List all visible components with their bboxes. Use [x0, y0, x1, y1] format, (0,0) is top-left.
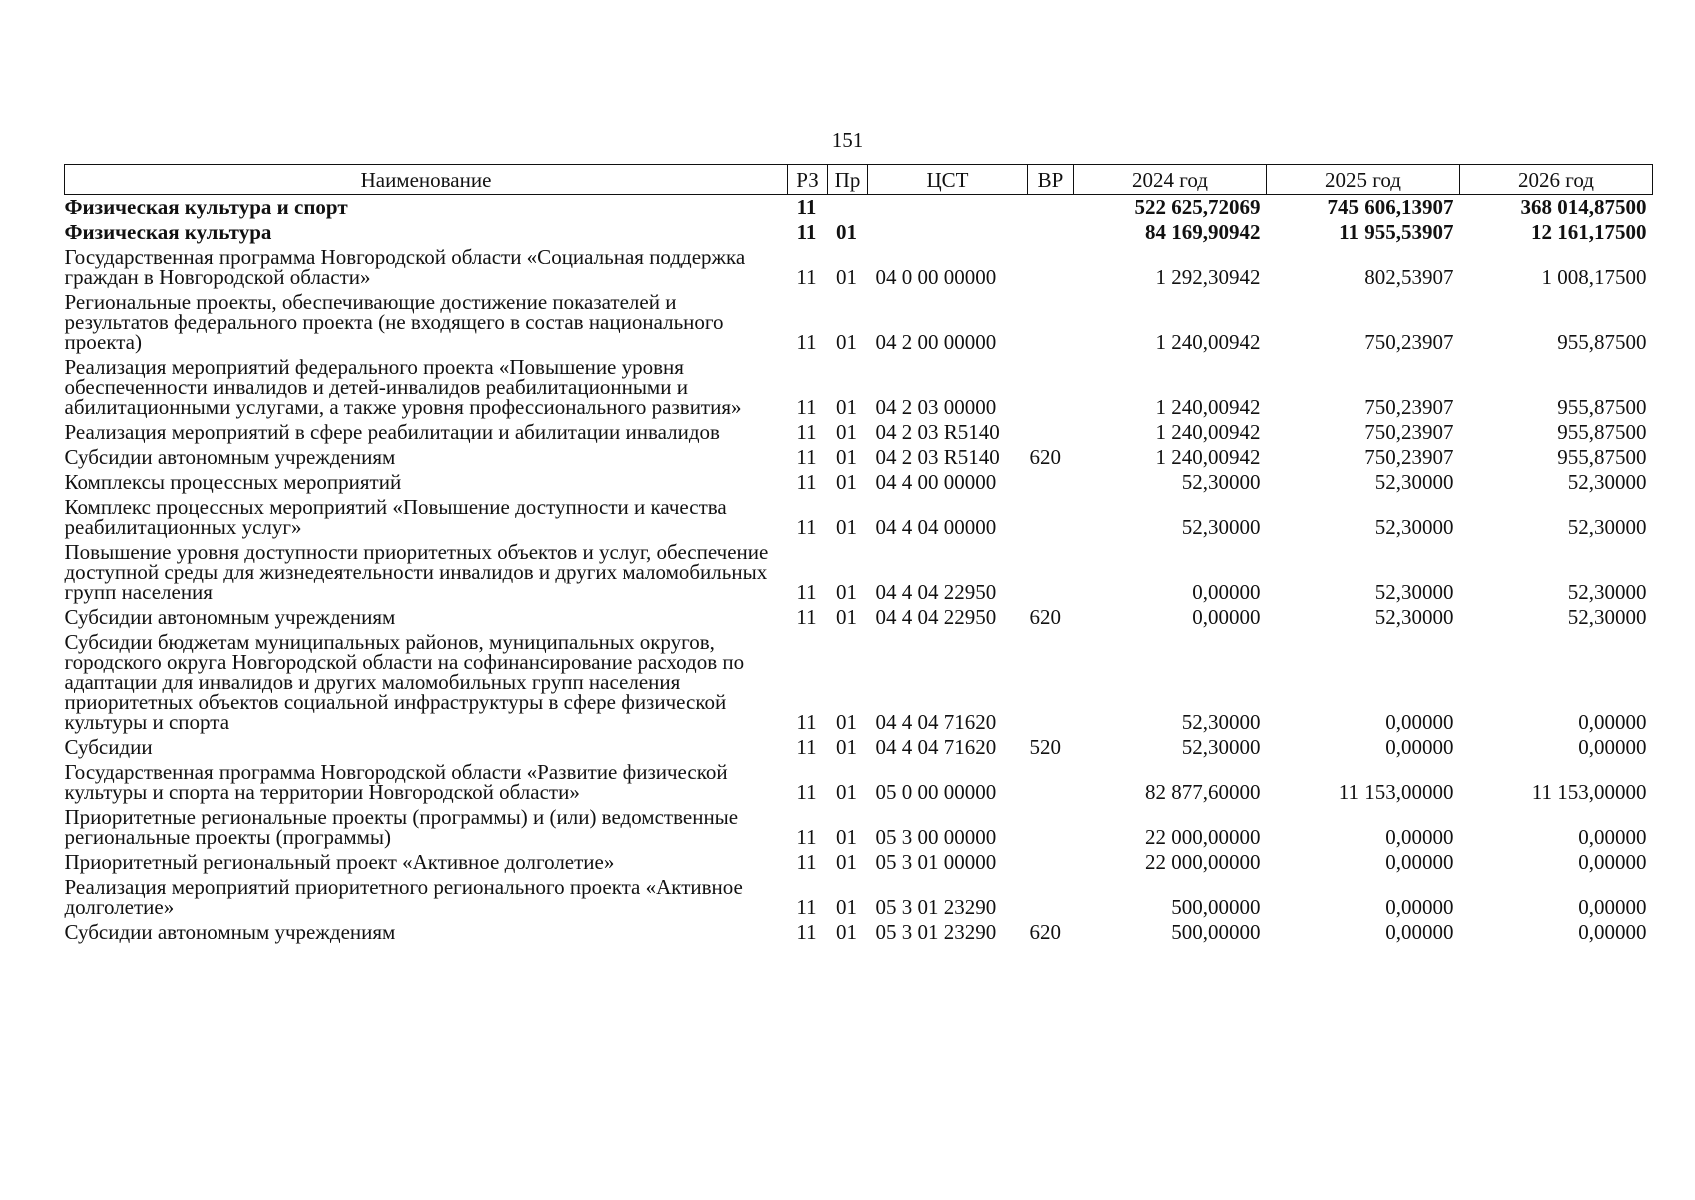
row-2024: 0,00000: [1192, 580, 1261, 604]
row-name: Субсидии бюджетам муниципальных районов, муниципальных округов, городского округа Новгородской области на софинансирование расходов по адаптации для инвалидов и других маломобильных групп населения приоритетных объектов социальной инфраструктуры в сфере физической культуры и спорта: [64, 630, 745, 734]
row-name: Физическая культура: [64, 220, 272, 244]
row-2024: 82 877,60000: [1145, 780, 1261, 804]
row-vr: [1028, 495, 1074, 540]
row-pr: 01: [836, 330, 857, 354]
row-2026: 12 161,17500: [1531, 220, 1647, 244]
table-row: [65, 355, 1653, 420]
row-name: Повышение уровня доступности приоритетных объектов и услуг, обеспечение доступной среды для жизнедеятельности инвалидов и других маломобильных групп населения: [64, 540, 769, 604]
row-vr: 620: [1029, 605, 1061, 629]
row-2024: 52,30000: [1181, 515, 1261, 539]
row-2024: 0,00000: [1192, 605, 1261, 629]
row-pr: 01: [836, 825, 857, 849]
row-name: Субсидии автономным учреждениям: [64, 445, 396, 469]
row-cst: [868, 220, 1028, 245]
row-vr: [1028, 540, 1074, 605]
row-2026: 368 014,87500: [1520, 195, 1647, 219]
row-2025: 52,30000: [1374, 605, 1454, 629]
row-2025: 0,00000: [1385, 850, 1454, 874]
table-row: [65, 605, 1653, 630]
row-pr: 01: [836, 710, 857, 734]
row-pr: 01: [836, 735, 857, 759]
row-2026: 0,00000: [1578, 710, 1647, 734]
row-vr: [1028, 850, 1074, 875]
row-name: Реализация мероприятий федерального проекта «Повышение уровня обеспеченности инвалидов и детей-инвалидов реабилитационными и абилитационными услугами, а также уровня профессионального развития»: [64, 355, 742, 419]
row-vr: 620: [1029, 445, 1061, 469]
row-name: Государственная программа Новгородской области «Социальная поддержка граждан в Новгородской области»: [64, 245, 746, 289]
row-rz: 11: [796, 220, 817, 244]
row-rz: 11: [796, 265, 817, 289]
row-2024: 84 169,90942: [1145, 220, 1261, 244]
row-2024: 1 292,30942: [1155, 265, 1261, 289]
row-cst: 04 4 04 00000: [875, 515, 997, 539]
table-row: [65, 805, 1653, 850]
row-vr: [1028, 630, 1074, 735]
table-row: [65, 195, 1653, 221]
table-row: [65, 470, 1653, 495]
row-name: Субсидии: [64, 735, 153, 759]
row-vr: [1028, 355, 1074, 420]
row-name: Комплексы процессных мероприятий: [64, 470, 402, 494]
row-rz: 11: [796, 735, 817, 759]
row-pr: 01: [836, 895, 857, 919]
row-vr: 620: [1029, 920, 1061, 944]
row-2026: 52,30000: [1567, 605, 1647, 629]
row-rz: 11: [796, 710, 817, 734]
header-2026: 2026 год: [1460, 165, 1653, 195]
row-2026: 52,30000: [1567, 580, 1647, 604]
header-vr: ВР: [1028, 165, 1074, 195]
row-2024: 1 240,00942: [1155, 445, 1261, 469]
table-header-row: [65, 165, 1653, 195]
row-pr: 01: [836, 850, 857, 874]
row-cst: 04 4 04 71620: [875, 735, 997, 759]
row-cst: [868, 195, 1028, 221]
row-cst: 04 2 03 00000: [875, 395, 997, 419]
row-2025: 802,53907: [1364, 265, 1454, 289]
row-pr: [828, 195, 868, 221]
table-row: [65, 245, 1653, 290]
header-name: Наименование: [65, 165, 788, 195]
row-2026: 0,00000: [1578, 825, 1647, 849]
row-pr: 01: [836, 580, 857, 604]
header-2025: 2025 год: [1267, 165, 1460, 195]
row-cst: 04 2 03 R5140: [875, 445, 1000, 469]
table-row: [65, 540, 1653, 605]
row-rz: 11: [796, 895, 817, 919]
row-2024: 52,30000: [1181, 735, 1261, 759]
row-rz: 11: [796, 395, 817, 419]
page-number: 151: [831, 128, 864, 152]
row-2026: 0,00000: [1578, 895, 1647, 919]
row-cst: 05 3 01 23290: [875, 895, 997, 919]
row-cst: 04 4 04 71620: [875, 710, 997, 734]
row-2025: 0,00000: [1385, 735, 1454, 759]
row-2025: 52,30000: [1374, 515, 1454, 539]
table-row: [65, 630, 1653, 735]
table-row: [65, 290, 1653, 355]
row-name: Субсидии автономным учреждениям: [64, 920, 396, 944]
row-2024: 1 240,00942: [1155, 330, 1261, 354]
row-vr: [1028, 420, 1074, 445]
row-cst: 05 3 00 00000: [875, 825, 997, 849]
table-row: [65, 920, 1653, 945]
row-2025: 750,23907: [1364, 395, 1454, 419]
row-2026: 955,87500: [1557, 330, 1647, 354]
row-rz: 11: [796, 445, 817, 469]
row-2024: 52,30000: [1181, 470, 1261, 494]
row-vr: [1028, 245, 1074, 290]
row-pr: 01: [836, 420, 857, 444]
row-cst: 04 2 03 R5140: [875, 420, 1000, 444]
row-cst: 04 4 00 00000: [875, 470, 997, 494]
row-vr: [1028, 290, 1074, 355]
row-2026: 0,00000: [1578, 920, 1647, 944]
row-cst: 04 4 04 22950: [875, 605, 997, 629]
row-rz: 11: [796, 920, 817, 944]
row-2026: 0,00000: [1578, 735, 1647, 759]
row-vr: 520: [1029, 735, 1061, 759]
row-cst: 05 3 01 00000: [875, 850, 997, 874]
header-rz: РЗ: [788, 165, 828, 195]
row-2026: 955,87500: [1557, 395, 1647, 419]
row-vr: [1028, 875, 1074, 920]
row-cst: 05 0 00 00000: [875, 780, 997, 804]
table-body: [65, 195, 1653, 946]
row-pr: 01: [836, 605, 857, 629]
row-pr: 01: [836, 920, 857, 944]
table-row: [65, 220, 1653, 245]
row-name: Приоритетный региональный проект «Активное долголетие»: [64, 850, 615, 874]
row-2025: 750,23907: [1364, 445, 1454, 469]
table-row: [65, 445, 1653, 470]
row-pr: 01: [836, 220, 857, 244]
row-2025: 52,30000: [1374, 470, 1454, 494]
table-row: [65, 420, 1653, 445]
row-2026: 11 153,00000: [1531, 780, 1647, 804]
row-2024: 500,00000: [1171, 920, 1261, 944]
row-2025: 0,00000: [1385, 920, 1454, 944]
row-2024: 1 240,00942: [1155, 420, 1261, 444]
row-cst: 04 0 00 00000: [875, 265, 997, 289]
row-name: Реализация мероприятий приоритетного регионального проекта «Активное долголетие»: [64, 875, 743, 919]
table-row: [65, 495, 1653, 540]
row-2024: 22 000,00000: [1145, 850, 1261, 874]
row-2025: 11 153,00000: [1338, 780, 1454, 804]
row-2026: 52,30000: [1567, 515, 1647, 539]
table-row: [65, 760, 1653, 805]
row-2025: 52,30000: [1374, 580, 1454, 604]
row-pr: 01: [836, 265, 857, 289]
row-rz: 11: [796, 195, 817, 219]
row-2025: 0,00000: [1385, 825, 1454, 849]
row-rz: 11: [796, 420, 817, 444]
row-2025: 750,23907: [1364, 420, 1454, 444]
row-rz: 11: [796, 470, 817, 494]
row-2024: 522 625,72069: [1134, 195, 1261, 219]
row-vr: [1028, 760, 1074, 805]
row-name: Физическая культура и спорт: [64, 195, 348, 219]
row-2025: 0,00000: [1385, 710, 1454, 734]
row-2024: 500,00000: [1171, 895, 1261, 919]
row-cst: 04 4 04 22950: [875, 580, 997, 604]
row-name: Реализация мероприятий в сфере реабилитации и абилитации инвалидов: [64, 420, 720, 444]
header-cst: ЦСТ: [868, 165, 1028, 195]
row-name: Приоритетные региональные проекты (программы) и (или) ведомственные региональные проекты (программы): [64, 805, 739, 849]
row-pr: 01: [836, 445, 857, 469]
row-rz: 11: [796, 850, 817, 874]
row-2026: 52,30000: [1567, 470, 1647, 494]
row-2024: 22 000,00000: [1145, 825, 1261, 849]
row-rz: 11: [796, 330, 817, 354]
row-rz: 11: [796, 605, 817, 629]
table-row: [65, 735, 1653, 760]
row-pr: 01: [836, 515, 857, 539]
row-vr: [1028, 470, 1074, 495]
row-2025: 11 955,53907: [1339, 220, 1454, 244]
row-2026: 1 008,17500: [1541, 265, 1647, 289]
row-2024: 1 240,00942: [1155, 395, 1261, 419]
row-rz: 11: [796, 515, 817, 539]
header-2024: 2024 год: [1074, 165, 1267, 195]
header-pr: Пр: [828, 165, 868, 195]
row-2026: 0,00000: [1578, 850, 1647, 874]
row-name: Субсидии автономным учреждениям: [64, 605, 396, 629]
row-rz: 11: [796, 825, 817, 849]
row-name: Государственная программа Новгородской области «Развитие физической культуры и спорта на территории Новгородской области»: [64, 760, 728, 804]
row-name: Комплекс процессных мероприятий «Повышение доступности и качества реабилитационных услуг»: [64, 495, 727, 539]
budget-table: [64, 164, 1653, 945]
row-vr: [1028, 195, 1074, 221]
table-row: [65, 875, 1653, 920]
row-rz: 11: [796, 780, 817, 804]
row-name: Региональные проекты, обеспечивающие достижение показателей и результатов федерального проекта (не входящего в состав национального проекта): [64, 290, 724, 354]
row-pr: 01: [836, 470, 857, 494]
row-vr: [1028, 220, 1074, 245]
row-rz: 11: [796, 580, 817, 604]
row-2025: 745 606,13907: [1327, 195, 1454, 219]
row-cst: 05 3 01 23290: [875, 920, 997, 944]
row-2025: 0,00000: [1385, 895, 1454, 919]
row-2024: 52,30000: [1181, 710, 1261, 734]
row-vr: [1028, 805, 1074, 850]
table-row: [65, 850, 1653, 875]
row-2025: 750,23907: [1364, 330, 1454, 354]
row-2026: 955,87500: [1557, 420, 1647, 444]
row-pr: 01: [836, 395, 857, 419]
row-cst: 04 2 00 00000: [875, 330, 997, 354]
row-pr: 01: [836, 780, 857, 804]
row-2026: 955,87500: [1557, 445, 1647, 469]
